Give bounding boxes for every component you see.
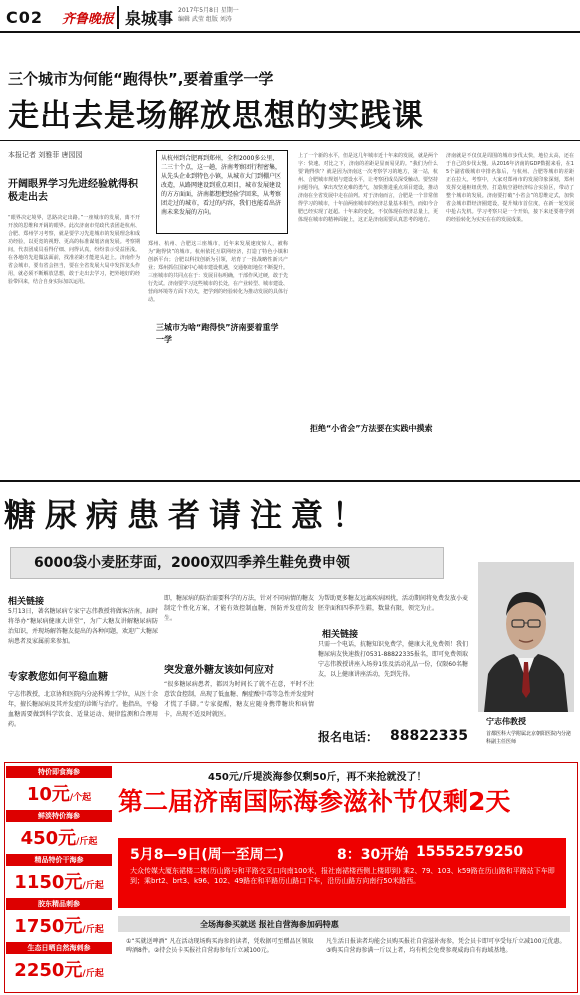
price-label: 特价即食海参: [6, 766, 112, 778]
ad-title: 糖尿病患者请注意！: [4, 496, 374, 534]
price-item: 2250元/斤起: [14, 960, 104, 981]
subhead-1: 开阔眼界学习先进经验就得积极走出去: [8, 179, 138, 203]
event-phone: 15552579250: [416, 844, 524, 860]
price-label: 胶东精品刺参: [6, 898, 112, 910]
price-label: 精品特价干海参: [6, 854, 112, 866]
byline: 本报记者 刘雅菲 唐园园: [8, 151, 83, 159]
header-rule: [0, 31, 580, 33]
promo-offer-left: ①“买就送啤酒” 凡在活动现场购买海参的读者，凭收据可至赠品区领取啤酒8件。②持会员卡买报社自营海参每斤立减100元。: [126, 938, 314, 954]
price-item: 10元/个起: [26, 784, 92, 805]
editor-line: 编辑 武莹 组版 刘涛: [178, 16, 232, 23]
ad-text-expert: 宁志伟教授，北京协和医院内分泌科博士学位，从医十余年，擅长糖尿病及其并发症的诊断与治疗。他指出，平稳血糖需要做到科学饮食、适量运动、规律监测和合理用药。: [8, 691, 158, 728]
page-number: C02: [6, 8, 44, 27]
section-title: 泉城事: [117, 6, 173, 29]
issue-meta: [178, 6, 239, 24]
ad-text-exchange: “很多糖尿病患者，都因为时间长了就不在意，平时不注意饮食控制，出现了低血糖、酮症酸中毒等急性并发症时才慌了手脚。”专家提醒，糖友应随身携带糖块和病情卡，出现不适及时就医。: [164, 681, 314, 718]
subhead-2: 三城市为啥“跑得快”济南要着重学一学: [156, 323, 279, 344]
ad-text-2: 即，糖尿病的防治需要科学的方法，针对不同病情的糖友制定个性化方案，才能有效控制血糖，预防并发症的发生。: [164, 595, 314, 622]
promo-gray-text: 全场海参买就送 报社自营海参加码特惠: [200, 920, 339, 929]
promo-headline: 第二届济南国际海参滋补节仅剩2天: [118, 787, 511, 816]
article-headline: 走出去是场解放思想的实践课: [8, 98, 424, 134]
event-address: 大众传媒大厦东裙楼二楼(历山路与和平路交叉口向南100米，报社南裙楼西侧上楼即到) 乘2、79、103、k59路在历山路和平路站下车即到；乘brt2、brt3、k96、102、49路在和平路历山路口下车，沿历山路方向南行50米路西。: [130, 867, 555, 885]
price-label: 鲜淡特价海参: [6, 810, 112, 822]
page-header: [0, 0, 580, 52]
article-column-3: 上了一个新的水平，但是这几年城市近十年来的发展，就是两个字：快速。对比之下，济南的差距是显而易见的。“我们为什么要‘跑得快’？就是因为济南这一次考察学习的地方，第一站，杭州、合肥城市规划与建设水平，让考察团成员深受触动。要坚持问题导向，拿出攻坚克难的勇气，加快推进重点项目建设，推动济南在全省发展中走在前列。对于济南而言，合肥是一个非常值得学习的城市，十年前两座城市的经济总量基本相当，而如今合肥已经实现了赶超。十年来的变化，不仅体现在经济总量上，更体现在城市的精神面貌上，这正是济南需要认真思考的地方。: [298, 153, 438, 223]
article-column-2: 郑州、杭州、合肥这三座城市，近年来发展速度惊人，被称为“跑得快”的城市。杭州依托互联网经济，打造了特色小镇和创新平台；合肥以科技创新为引领，培育了一批战略性新兴产业；郑州抓住国家中心城市建设机遇，交通枢纽地位不断提升。三座城市的共同点在于：发展目标明确，干部作风过硬，敢于先行先试。济南要学习这些城市的长处，在产业转型、城市建设、营商环境等方面下功夫，把学到的经验转化为推动发展的具体行动。: [148, 241, 288, 303]
related-link-title-2: 相关链接: [322, 630, 359, 640]
price-item: 1150元/斤起: [14, 872, 104, 893]
price-item: 1750元/斤起: [14, 916, 104, 937]
ad-subhead-exchange: 突发意外糖友该如何应对: [164, 665, 274, 676]
phone-label: 报名电话：: [318, 730, 379, 744]
date-line: 2017年5月8日 星期一: [178, 7, 239, 14]
ad-subhead-expert: 专家教您如何平稳血糖: [8, 672, 108, 683]
ad-banner: 6000袋小麦胚芽面，2000双四季养生鞋免费申领: [34, 555, 350, 571]
promo-offer-right: 凡生活日报读者均能会员购买报社自营滋补海参，凭会员卡即可享受每斤立减100元优惠。③购买自营海参满一斤以上者，均有机会免费参观威海自有海域基地。: [326, 938, 566, 954]
ad-text-4: 只需一个电话，抗糖知识免费学，健康大礼免费领！我们糖尿病友快速拨打0531-88822335报名，即可免费领取宁志伟教授讲座入场券1张及活动礼品一份，仅限60名糖友，以上健康讲座活动，先到先得。: [318, 641, 468, 678]
price-label: 生态日晒自然海刺参: [6, 942, 112, 954]
phone-number: 88822335: [390, 728, 468, 744]
related-link-title-1: 相关链接: [8, 597, 45, 607]
ad-divider: [0, 480, 580, 482]
promo-gray-bar: [118, 916, 570, 932]
price-item: 450元/斤起: [20, 828, 98, 849]
promo-top-strip: 450元/斤堤淡海参仅剩50斤，再不来抢就没了！: [208, 772, 427, 783]
headline-rule: [0, 140, 580, 141]
ad-text-1: 5月13日，著名糖尿病专家宁志伟教授将做客济南，届时将举办“糖尿病健康大讲堂”，为广大糖友讲解糖尿病防治知识，并现场解答糖友提出的各种问题，欢迎广大糖尿病患者及家属前来参加。: [8, 608, 158, 645]
subhead-3: 拒绝“小省会”方法要在实践中摸索: [310, 424, 433, 433]
ad-text-3: 为帮助更多糖友远离疾病困扰，活动期间将免费发放小麦胚芽面和四季养生鞋，数量有限，领完为止。: [318, 595, 468, 612]
expert-photo: [478, 562, 574, 712]
article-summary-box: 从杭州到合肥再到郑州，全程2000多公里，二三十个点，这一趟，济南考察团行程密集，从先头企业到特色小镇，从城市大门到棚户区改造，从路网建设到重点项目，城市发展建设的方方面面，济南都想把经验学回来，从考察团走过的城市，看过的内容，我们也能看出济南未来发展的方向。: [156, 150, 288, 234]
article-column-1: “眼界决定境界，思路决定出路。”一座城市的发展，离不开开放的思维和开阔的眼界。此次济南市党政代表团赴杭州、合肥、郑州学习考察，就是要学习先进城市的发展理念和成功经验，以更宽的视野、更高的标准谋划济南发展。考察期间，代表团成员看得仔细、问得认真，纷纷表示受益匪浅。在各地的先进做法面前，找准差距才能迎头赶上。济南作为省会城市，要有省会担当，要在全省发展大局中发挥龙头作用，就必须不断解放思想，敢于走出去学习，把外地好的经验带回来，结合自身实际加以运用。: [8, 215, 140, 285]
expert-caption: 首都医科大学附属北京朝阳医院内分泌科副主任医师: [486, 731, 572, 745]
paper-logo: 齐鲁晚报: [62, 12, 115, 27]
price-panel: [6, 766, 112, 988]
event-date: 5月8—9日(周一至周二): [130, 847, 285, 863]
article-column-4: 济南就是不仅仅是周围的城市步伐太快，地位太高，还在于自己的步伐太慢。从2016年济南的GDP数据来看，在15个副省级城市中排名靠后，与杭州、合肥等城市的差距正在拉大。考察中，大家对郑州市的发展印象深刻，郑州发挥交通枢纽优势，打造航空港经济综合实验区，带动了整个城市的发展。济南要打破“小省会”的思维定式，加快省会城市群经济圈建设，提升城市首位度，在新一轮发展中抢占先机。学习考察只是一个开始，接下来还要将学到的经验转化为实实在在的发展成果。: [446, 153, 574, 223]
event-time: 8：30开始: [337, 847, 409, 863]
article-kicker: 三个城市为何能“跑得快”,要着重学一学: [8, 70, 274, 88]
expert-name: 宁志伟教授: [486, 717, 526, 726]
